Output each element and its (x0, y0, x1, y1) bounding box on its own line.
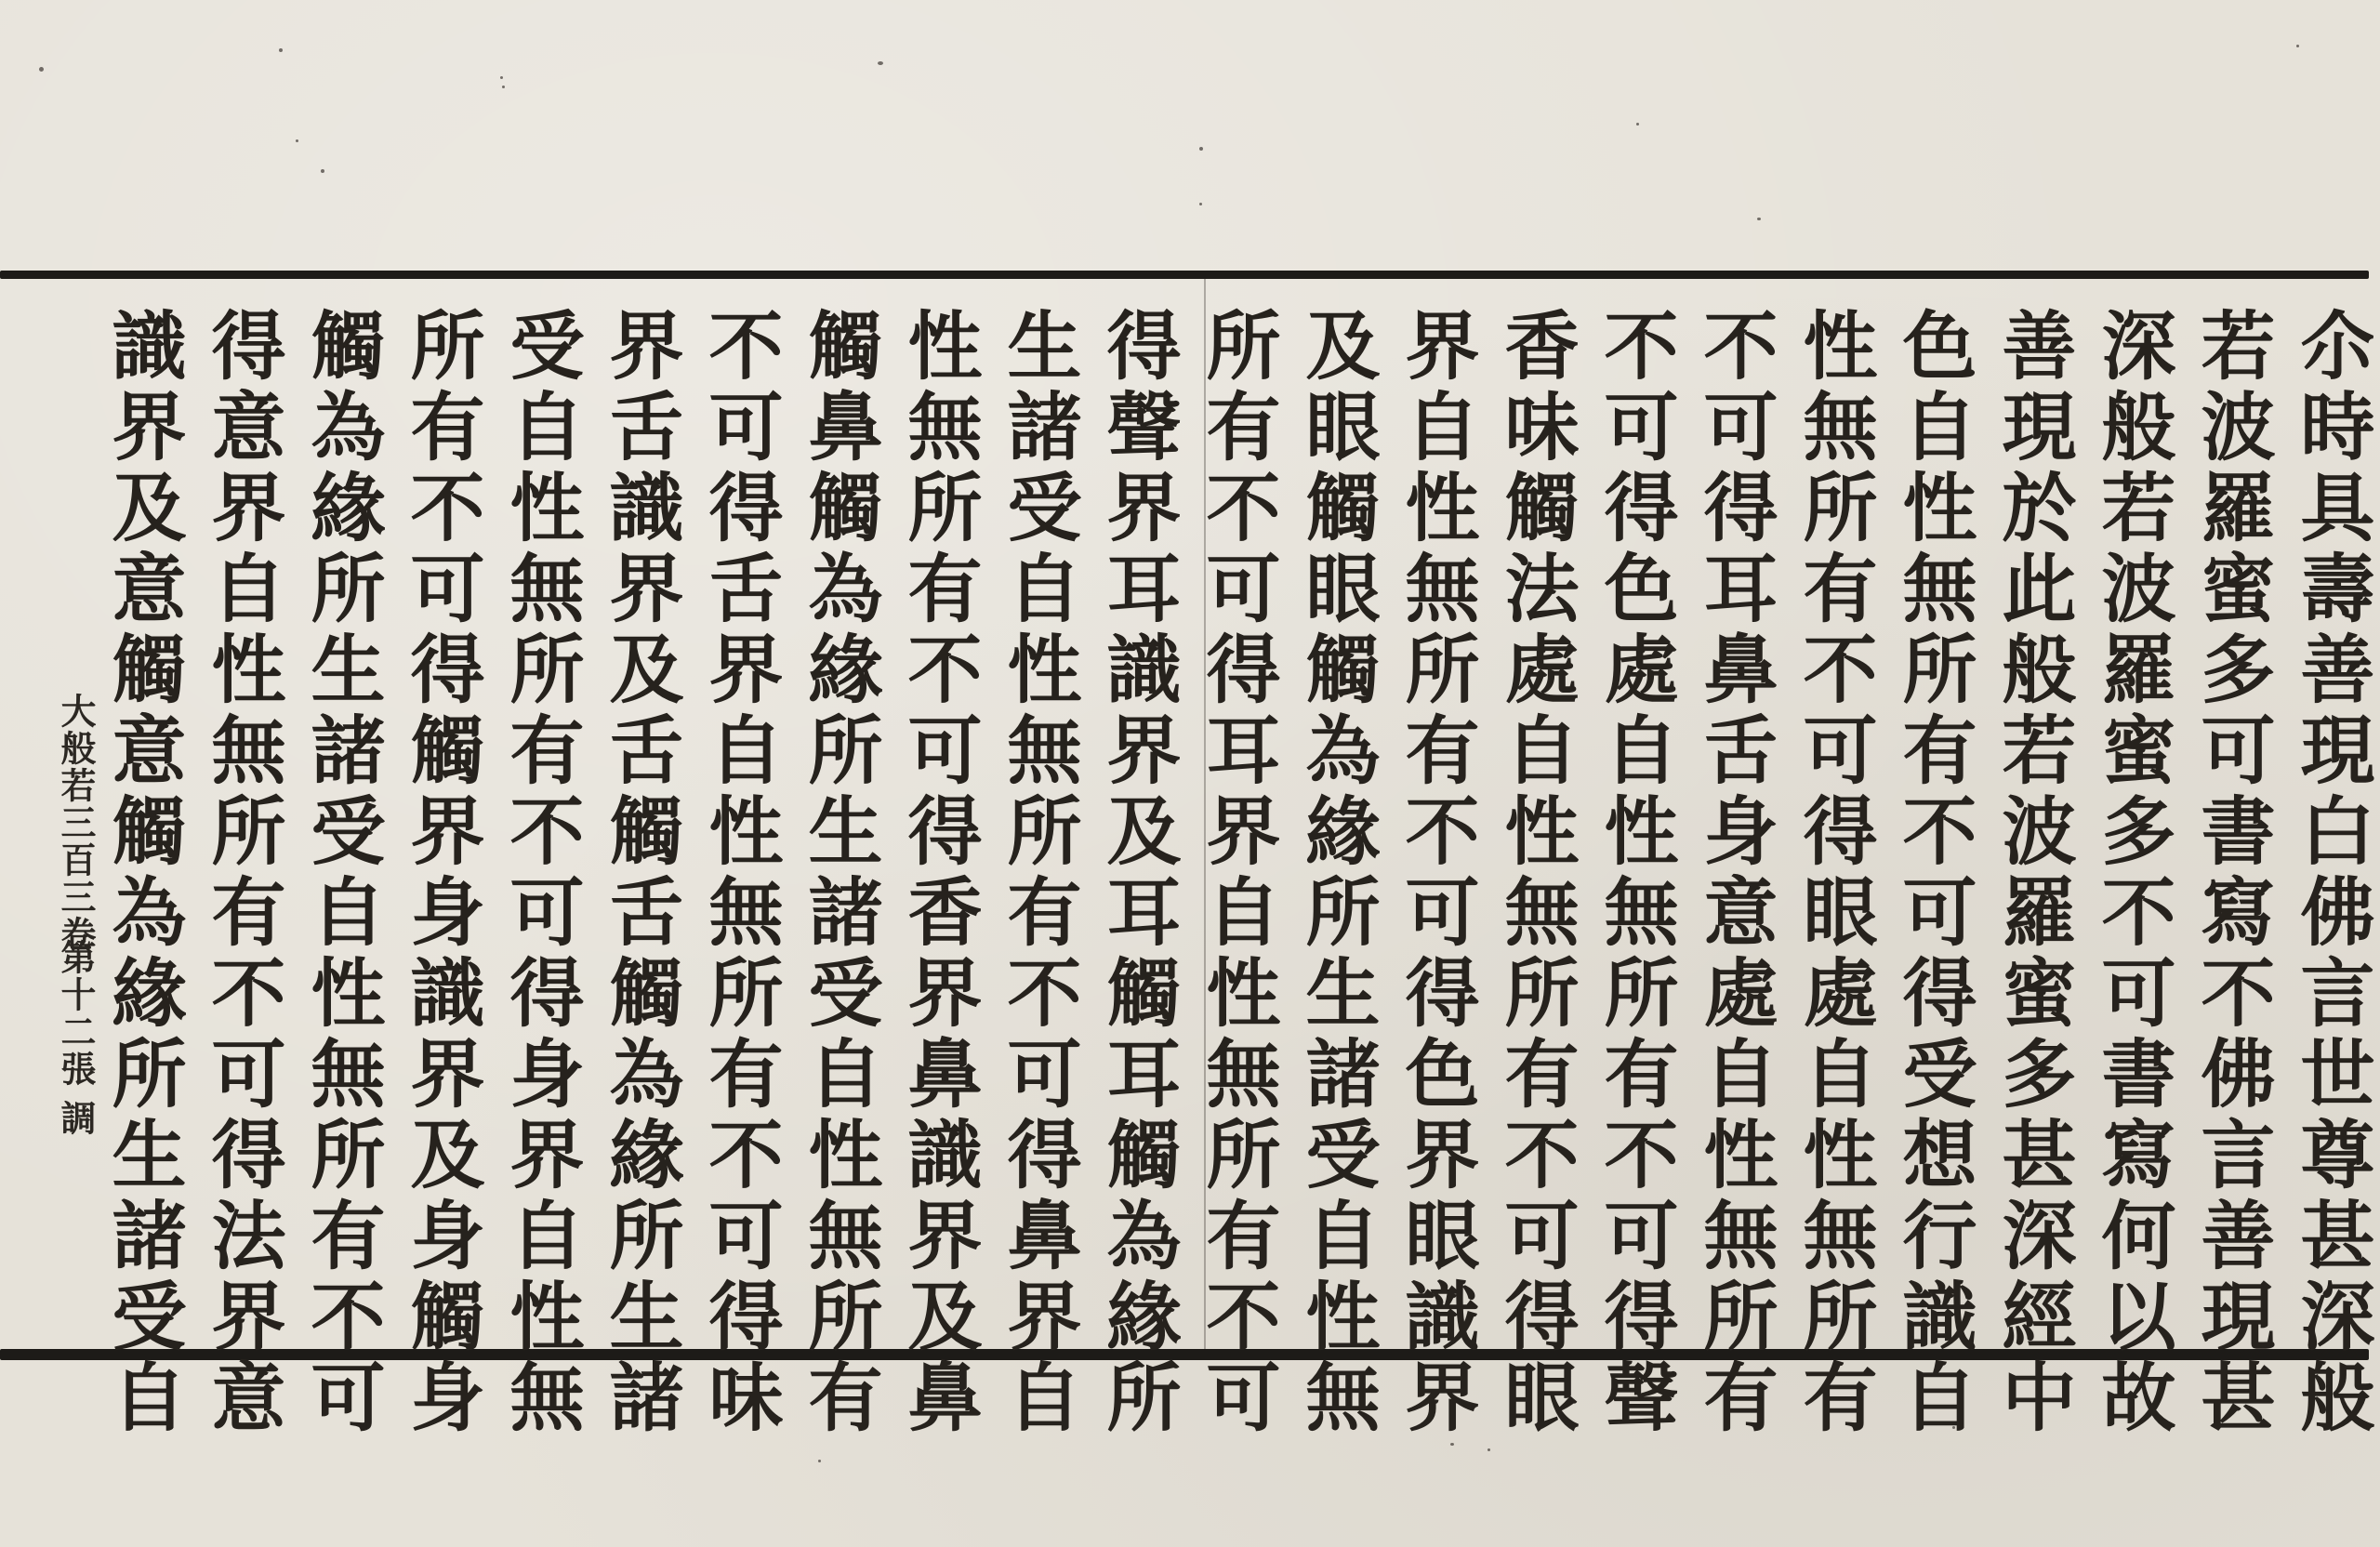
text-column: 界自性無所有不可得色界眼識界 (1393, 307, 1480, 1439)
text-column: 尒時具壽善現白佛言世尊甚深般 (2288, 307, 2375, 1439)
paper-speck (296, 139, 298, 142)
text-column: 生諸受自性無所有不可得鼻界自 (995, 307, 1082, 1439)
text-column: 界舌識界及舌觸舌觸為緣所生諸 (597, 307, 684, 1439)
paper-speck (279, 48, 283, 52)
paper-speck (818, 1460, 821, 1462)
paper-speck (1199, 147, 1203, 151)
paper-speck (39, 67, 44, 72)
text-column: 性無所有不可得眼處自性無所有 (1791, 307, 1878, 1439)
text-column: 得意界自性無所有不可得法界意 (199, 307, 286, 1439)
text-block (0, 279, 2380, 1439)
paper-speck (1757, 218, 1761, 220)
text-column: 所有不可得耳界自性無所有不可 (1194, 307, 1281, 1439)
paper-speck (500, 76, 503, 79)
paper-speck (1450, 1443, 1454, 1446)
text-column: 深般若波羅蜜多不可書寫何以故 (2089, 307, 2176, 1439)
text-column: 不可得色處自性無所有不可得聲 (1592, 307, 1679, 1439)
text-column: 觸鼻觸為緣所生諸受自性無所有 (796, 307, 883, 1439)
paper-speck (2296, 45, 2299, 47)
text-column: 受自性無所有不可得身界自性無 (497, 307, 585, 1439)
top-border-rule (0, 271, 2369, 279)
paper-speck (1488, 1448, 1490, 1451)
text-column: 得聲界耳識界及耳觸耳觸為緣所 (1094, 307, 1182, 1439)
margin-carver-mark: 調 (55, 1100, 97, 1135)
text-column: 色自性無所有不可得受想行識自 (1890, 307, 1977, 1439)
text-column: 識界及意觸意觸為緣所生諸受自 (99, 307, 187, 1439)
paper-speck (1199, 203, 1202, 205)
text-column: 及眼觸眼觸為緣所生諸受自性無 (1293, 307, 1381, 1439)
text-column: 不可得舌界自性無所有不可得味 (696, 307, 784, 1439)
margin-title: 大般若三百三卷 (55, 693, 97, 953)
text-column: 觸為緣所生諸受自性無所有不可 (298, 307, 386, 1439)
text-column: 香味觸法處自性無所有不可得眼 (1492, 307, 1580, 1439)
text-column: 性無所有不可得香界鼻識界及鼻 (895, 307, 983, 1439)
text-column: 善現於此般若波羅蜜多甚深經中 (1990, 307, 2077, 1439)
paper-speck (321, 169, 324, 173)
text-column: 若波羅蜜多可書寫不佛言善現甚 (2188, 307, 2276, 1439)
margin-sheet-number: 第十二張 (55, 939, 97, 1088)
text-column: 不可得耳鼻舌身意處自性無所有 (1691, 307, 1778, 1439)
text-column: 所有不可得觸界身識界及身觸身 (398, 307, 485, 1439)
paper-speck (502, 86, 505, 88)
paper-speck (1636, 123, 1639, 126)
paper-speck (878, 61, 883, 65)
